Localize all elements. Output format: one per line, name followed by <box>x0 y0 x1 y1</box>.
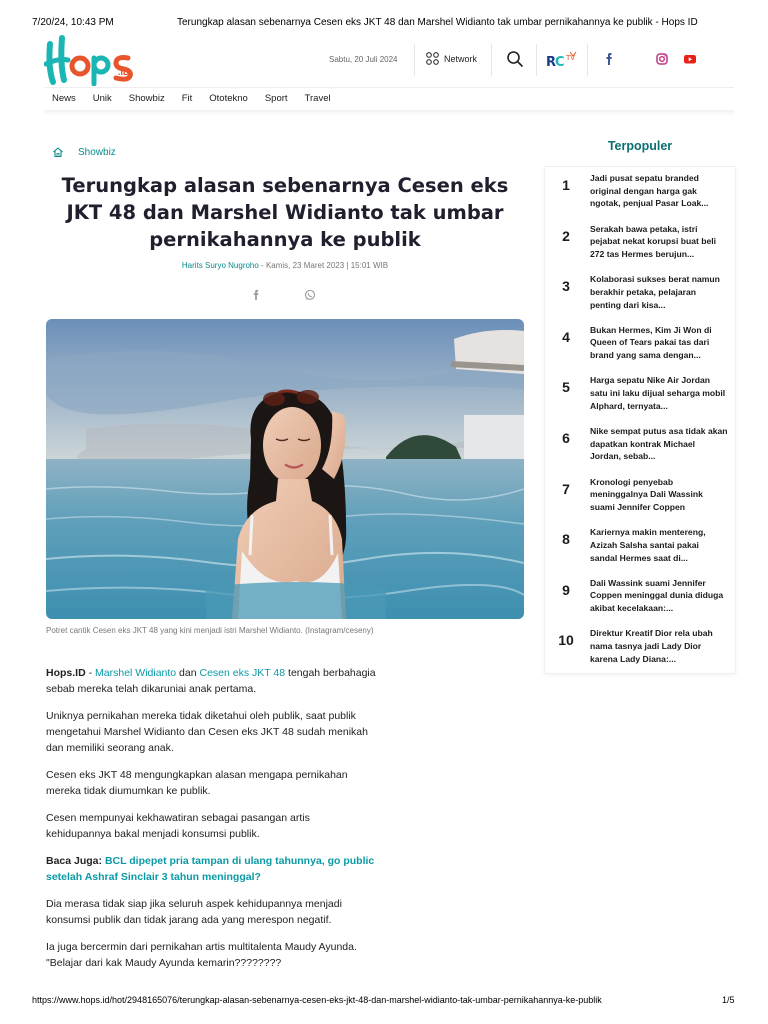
popular-rank: 3 <box>562 278 570 295</box>
popular-rank: 9 <box>562 581 570 598</box>
nav-item-fit[interactable]: Fit <box>181 93 193 104</box>
breadcrumb-category[interactable]: Showbiz <box>78 146 116 158</box>
youtube-icon <box>683 52 697 66</box>
popular-item-title[interactable]: Bukan Hermes, Kim Ji Won di Queen of Tears pakai tas dari brand yang sama dengan... <box>590 324 712 361</box>
search-icon <box>506 50 524 68</box>
popular-item[interactable] <box>545 622 735 673</box>
main-nav <box>52 93 331 104</box>
popular-rank: 6 <box>562 429 570 446</box>
popular-item-title[interactable]: Kolaborasi sukses berat namun berakhir petaka, pelajaran penting dari kisa... <box>590 274 720 310</box>
image-caption: Potret cantik Cesen eks JKT 48 yang kini menjadi istri Marshel Widianto. (Instagram/ceseny) <box>46 626 374 635</box>
divider <box>414 44 415 76</box>
article-hero-image <box>46 319 524 619</box>
popular-item-title[interactable]: Nike sempat putus asa tidak akan dapatkan kontrak Michael Jordan, sebab... <box>590 425 728 462</box>
source-label: Hops.ID <box>46 667 86 679</box>
pool-photo-illustration <box>46 319 524 619</box>
svg-text:C: C <box>555 55 565 70</box>
network-label: Network <box>444 53 478 64</box>
paragraph: Uniknya pernikahan mereka tidak diketahui oleh publik, saat publik mengetahui Marshel Widianto dan Cesen eks JKT 48 sudah menikah dan memiliki seorang anak. <box>46 710 368 754</box>
sidebar-title: Terpopuler <box>607 139 673 153</box>
nav-item-ototekno[interactable]: Ototekno <box>209 93 248 104</box>
print-datetime: 7/20/24, 10:43 PM <box>32 17 114 28</box>
popular-rank: 1 <box>562 177 570 193</box>
instagram-link[interactable] <box>655 52 669 66</box>
svg-text:TV: TV <box>566 54 576 62</box>
print-page-number: 1/5 <box>722 995 735 1005</box>
whatsapp-share-icon[interactable] <box>304 289 316 301</box>
network-grid-icon <box>426 52 439 65</box>
popular-item-title[interactable]: Dali Wassink suami Jennifer Coppen meninggal dunia diduga akibat kecelakaan:... <box>590 577 724 614</box>
paragraph: Dia merasa tidak siap jika seluruh aspek kehidupannya menjadi konsumsi publik dan tidak jarang ada yang merespon negatif. <box>46 898 342 926</box>
popular-rank: 7 <box>562 480 570 497</box>
print-page-title: Terungkap alasan sebenarnya Cesen eks JKT 48 dan Marshel Widianto tak umbar pernikahannya ke publik - Hops ID <box>177 17 698 28</box>
print-url: https://www.hops.id/hot/2948165076/terungkap-alasan-sebenarnya-cesen-eks-jkt-48-dan-marshel-widianto-tak-umbar-pernikahannya-ke-publik <box>32 995 602 1005</box>
popular-item[interactable] <box>545 167 735 218</box>
popular-item[interactable] <box>545 471 735 522</box>
paragraph: Cesen mempunyai kekhawatiran sebagai pasangan artis kehidupannya bakal menjadi konsumsi publik. <box>46 812 310 840</box>
nav-item-news[interactable]: News <box>52 93 76 104</box>
instagram-icon <box>655 52 669 66</box>
hops-logo-icon <box>44 34 140 86</box>
share-bar <box>250 289 316 301</box>
popular-item[interactable] <box>545 369 735 420</box>
popular-item-title[interactable]: Serakah bawa petaka, istri pejabat nekat korupsi buat beli 272 tas Hermes berujun... <box>590 223 717 259</box>
divider <box>587 44 588 76</box>
popular-item-title[interactable]: Kariernya makin mentereng, Azizah Salsha santai pakai sandal Hermes saat di... <box>590 527 706 563</box>
related-label: Baca Juga: <box>46 855 103 867</box>
popular-list <box>544 166 736 674</box>
text-fragment: dan <box>176 667 200 679</box>
nav-item-unik[interactable]: Unik <box>92 93 112 104</box>
nav-item-showbiz[interactable]: Showbiz <box>128 93 165 104</box>
nav-divider <box>44 110 734 116</box>
tag-link-marshel[interactable]: Marshel Widianto <box>95 667 177 679</box>
article-title: Terungkap alasan sebenarnya Cesen eks JKT 48 dan Marshel Widianto tak umbar pernikahannya ke publik <box>61 174 509 251</box>
popular-sidebar <box>544 130 736 674</box>
paragraph <box>46 665 376 697</box>
paragraph: Cesen eks JKT 48 mengungkapkan alasan mengapa pernikahan mereka tidak diumumkan ke publik. <box>46 769 348 797</box>
divider <box>491 44 492 76</box>
popular-rank: 8 <box>562 531 570 548</box>
popular-item[interactable] <box>545 420 735 471</box>
network-menu[interactable] <box>426 52 477 65</box>
popular-rank: 5 <box>562 379 570 396</box>
text-fragment: - <box>85 667 96 679</box>
article-body <box>46 665 376 982</box>
popular-item[interactable] <box>545 319 735 370</box>
facebook-icon <box>602 52 616 66</box>
site-logo[interactable] <box>44 34 140 86</box>
related-article <box>46 853 376 885</box>
facebook-share-icon[interactable] <box>250 289 262 301</box>
author-link[interactable]: Harits Suryo Nugroho <box>181 261 259 270</box>
tag-link-cesen[interactable]: Cesen eks JKT 48 <box>199 667 286 679</box>
popular-rank: 10 <box>558 632 574 649</box>
logo-suffix: .ID <box>118 67 130 77</box>
popular-rank: 4 <box>562 328 570 345</box>
rctv-logo-icon <box>546 50 580 70</box>
publish-date: - Kamis, 23 Maret 2023 | 15:01 WIB <box>258 261 389 270</box>
related-article-link[interactable]: BCL dipepet pria tampan di ulang tahunnya, go public setelah Ashraf Sinclair 3 tahun meninggal? <box>46 855 375 883</box>
header-date: Sabtu, 20 Juli 2024 <box>329 55 398 64</box>
home-icon[interactable] <box>52 146 64 158</box>
popular-item-title[interactable]: Jadi pusat sepatu branded original dengan harga gak ngotak, penjual Pasar Loak... <box>590 173 709 209</box>
breadcrumb <box>52 146 116 158</box>
rctv-link[interactable] <box>546 50 580 70</box>
popular-rank: 2 <box>562 227 570 244</box>
article-byline <box>46 261 524 270</box>
popular-item[interactable] <box>545 521 735 572</box>
popular-item[interactable] <box>545 572 735 623</box>
popular-item[interactable] <box>545 218 735 269</box>
popular-item[interactable] <box>545 268 735 319</box>
divider <box>536 44 537 76</box>
nav-item-travel[interactable]: Travel <box>304 93 331 104</box>
youtube-link[interactable] <box>683 52 697 66</box>
paragraph: Ia juga bercermin dari pernikahan artis multitalenta Maudy Ayunda. "Belajar dari kak Maudy Ayunda kemarin???????? <box>46 941 357 969</box>
nav-item-sport[interactable]: Sport <box>264 93 288 104</box>
popular-item-title[interactable]: Kronologi penyebab meninggalnya Dali Wassink suami Jennifer Coppen <box>590 476 703 512</box>
svg-text:R: R <box>546 55 557 70</box>
facebook-link[interactable] <box>602 52 616 66</box>
search-button[interactable] <box>506 50 526 70</box>
site-header <box>44 34 734 88</box>
popular-item-title[interactable]: Direktur Kreatif Dior rela ubah nama tasnya jadi Lady Dior karena Lady Diana:... <box>590 628 713 664</box>
popular-item-title[interactable]: Harga sepatu Nike Air Jordan satu ini laku dijual seharga mobil Alphard, ternyata... <box>590 375 726 411</box>
text-fragment: tengah berbahagia sebab mereka telah dikaruniai anak pertama. <box>46 667 376 695</box>
